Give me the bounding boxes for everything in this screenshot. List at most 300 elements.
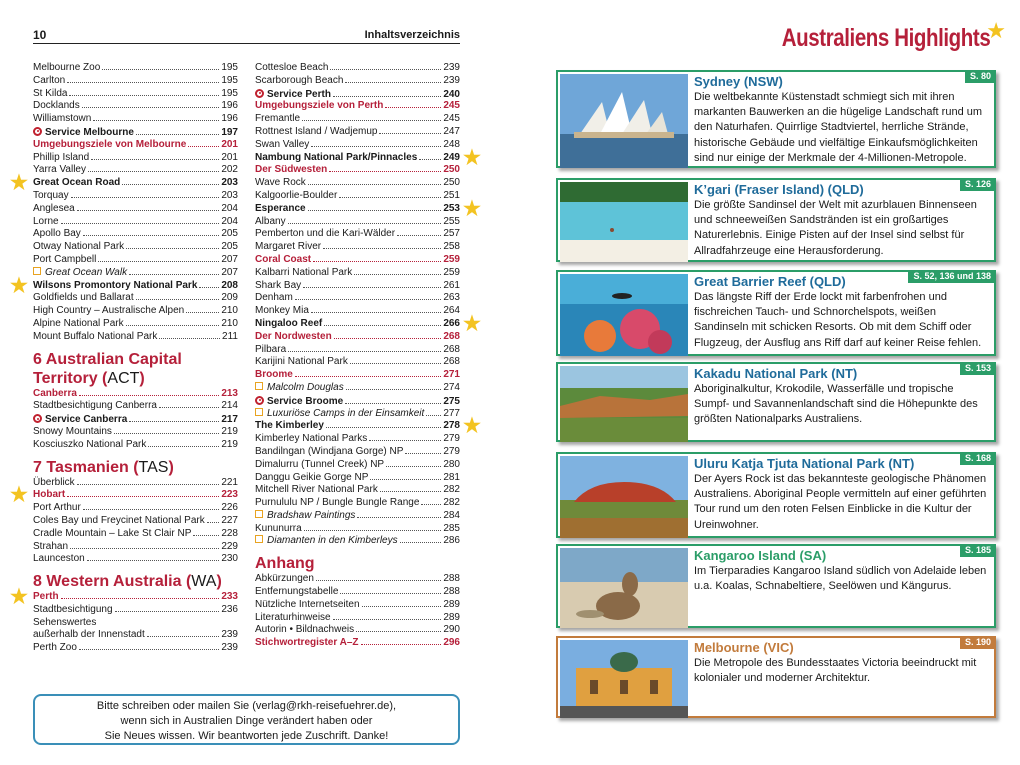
- toc-entry[interactable]: [33, 305, 238, 318]
- toc-page-number: 281: [443, 471, 460, 483]
- toc-entry[interactable]: [255, 177, 460, 190]
- dot-leader: [426, 415, 441, 416]
- toc-entry[interactable]: [255, 146, 481, 169]
- toc-page-number: 195: [221, 87, 238, 99]
- toc-entry-title: Karijini National Park: [255, 356, 348, 368]
- toc-page-number: 233: [221, 591, 238, 603]
- toc-entry[interactable]: [255, 331, 460, 344]
- dot-leader: [69, 95, 219, 96]
- toc-page-number: 274: [443, 381, 460, 393]
- toc-page-number: 219: [221, 438, 238, 450]
- toc-entry-title: Kalbarri National Park: [255, 266, 353, 278]
- toc-page-number: 296: [443, 637, 460, 649]
- toc-entry[interactable]: [33, 515, 238, 528]
- toc-entry-title: Broome: [255, 369, 293, 381]
- toc-entry-title: Pilbara: [255, 343, 287, 355]
- toc-entry[interactable]: [255, 637, 460, 650]
- toc-page-number: 245: [443, 100, 460, 112]
- toc-entry-title: Great Ocean Road: [33, 177, 121, 189]
- toc-page-number: 221: [221, 476, 238, 488]
- toc-page-number: 271: [443, 369, 460, 381]
- toc-entry[interactable]: [255, 535, 460, 548]
- dot-leader: [87, 560, 220, 561]
- card-title: Uluru Katja Tjuta National Park (NT): [694, 456, 915, 471]
- toc-page-number: 288: [443, 586, 460, 598]
- toc-page-number: 279: [443, 433, 460, 445]
- dot-leader: [129, 421, 219, 422]
- highlight-card-kangaroo-island[interactable]: [556, 544, 996, 628]
- toc-page-number: 282: [443, 497, 460, 509]
- toc-page-number: 289: [443, 598, 460, 610]
- toc-entry-title: Apollo Bay: [33, 228, 81, 240]
- dot-leader: [126, 325, 220, 326]
- chapter-number: 8: [33, 573, 42, 591]
- toc-entry[interactable]: [255, 190, 460, 203]
- toc-page-number: 280: [443, 458, 460, 470]
- service-target-icon: [255, 396, 264, 405]
- toc-entry[interactable]: [255, 228, 460, 241]
- dot-leader: [159, 407, 219, 408]
- toc-column-2: [255, 62, 481, 650]
- card-title: Great Barrier Reef (QLD): [694, 274, 846, 289]
- highlight-card-sydney[interactable]: [556, 70, 996, 168]
- toc-entry[interactable]: [33, 267, 238, 280]
- chapter-heading: 7 Tasmanien (TAS): [33, 458, 174, 476]
- toc-entry-title: Nambung National Park/Pinnacles: [255, 151, 418, 163]
- highlight-star-icon: ★: [10, 586, 28, 609]
- dot-leader: [295, 376, 442, 377]
- toc-entry[interactable]: [33, 553, 238, 566]
- toc-page-number: 250: [443, 164, 460, 176]
- card-text: Die Metropole des Bundesstaates Victoria beeindruckt mit kolonialer und moderner Architektur.: [694, 657, 977, 685]
- toc-page-number: 277: [443, 407, 460, 419]
- right-page: [510, 0, 1020, 765]
- toc-entry[interactable]: [255, 484, 460, 497]
- toc-page-number: 205: [221, 241, 238, 253]
- toc-entry[interactable]: [33, 88, 238, 101]
- dot-leader: [288, 351, 441, 352]
- dot-leader: [288, 223, 442, 224]
- toc-entry[interactable]: [33, 642, 238, 655]
- toc-entry[interactable]: [33, 139, 238, 152]
- toc-entry[interactable]: [255, 305, 460, 318]
- toc-entry-title: Monkey Mia: [255, 305, 309, 317]
- info-box-icon: [255, 408, 263, 416]
- toc-entry-title: Hobart: [33, 489, 66, 501]
- toc-entry[interactable]: [33, 541, 238, 554]
- toc-page-number: 227: [221, 514, 238, 526]
- card-title: K’gari (Fraser Island) (QLD): [694, 182, 864, 197]
- dot-leader: [159, 338, 220, 339]
- toc-entry-title: Wave Rock: [255, 177, 306, 189]
- toc-page-number: 253: [443, 202, 460, 214]
- toc-entry[interactable]: [33, 604, 238, 617]
- toc-page-number: 259: [443, 266, 460, 278]
- uluru-image: [560, 456, 688, 538]
- highlight-card-kgari[interactable]: [556, 178, 996, 262]
- card-title: Kakadu National Park (NT): [694, 366, 858, 381]
- toc-entry-title: Service Melbourne: [45, 126, 134, 138]
- toc-entry[interactable]: [33, 241, 238, 254]
- notice-line-2: wenn sich in Australien Dinge verändert haben oder: [120, 715, 373, 727]
- toc-entry[interactable]: [33, 528, 238, 541]
- toc-page-number: 230: [221, 553, 238, 565]
- dot-leader: [323, 248, 441, 249]
- toc-entry-title: außerhalb der Innenstadt: [33, 629, 145, 641]
- dot-leader: [333, 619, 442, 620]
- highlight-star-icon: ★: [10, 484, 28, 507]
- highlight-card-melbourne[interactable]: [556, 636, 996, 718]
- toc-entry[interactable]: [255, 586, 460, 599]
- toc-page-number: 284: [443, 509, 460, 521]
- toc-page-number: 197: [221, 126, 238, 138]
- dot-leader: [114, 433, 219, 434]
- toc-entry-title: Umgebungsziele von Melbourne: [33, 138, 187, 150]
- toc-entry-title: Albany: [255, 215, 286, 227]
- page-ref-badge: S. 185: [960, 544, 996, 557]
- toc-entry[interactable]: [255, 395, 460, 408]
- dot-leader: [79, 395, 219, 396]
- toc-page-number: 264: [443, 305, 460, 317]
- toc-page-number: 201: [221, 151, 238, 163]
- toc-column-1: [10, 62, 238, 655]
- toc-page-number: 263: [443, 292, 460, 304]
- toc-entry[interactable]: [255, 100, 460, 113]
- dot-leader: [102, 69, 219, 70]
- toc-entry-title: Mitchell River National Park: [255, 484, 378, 496]
- service-target-icon: [33, 414, 42, 423]
- feedback-notice: [33, 694, 460, 745]
- toc-entry-title: Alpine National Park: [33, 317, 124, 329]
- toc-entry[interactable]: [255, 369, 460, 382]
- dot-leader: [421, 504, 441, 505]
- dot-leader: [333, 96, 441, 97]
- dot-leader: [340, 593, 441, 594]
- toc-entry[interactable]: [255, 382, 460, 395]
- toc-page-number: 219: [221, 425, 238, 437]
- toc-entry[interactable]: [33, 292, 238, 305]
- toc-page-number: 247: [443, 125, 460, 137]
- dot-leader: [345, 403, 441, 404]
- toc-entry[interactable]: [255, 164, 460, 177]
- toc-entry[interactable]: [255, 254, 460, 267]
- card-title: Kangaroo Island (SA): [694, 548, 827, 563]
- toc-page-number: 228: [221, 527, 238, 539]
- toc-entry[interactable]: [255, 126, 460, 139]
- toc-entry-title: Service Perth: [267, 88, 331, 100]
- toc-page-number: 275: [443, 395, 460, 407]
- toc-page-number: 268: [443, 330, 460, 342]
- toc-entry[interactable]: [33, 113, 238, 126]
- toc-entry[interactable]: [255, 356, 460, 369]
- toc-entry-title: Fremantle: [255, 113, 301, 125]
- toc-entry-title: Melbourne Zoo: [33, 62, 101, 73]
- toc-entry[interactable]: [255, 408, 460, 421]
- toc-entry[interactable]: [33, 190, 238, 203]
- toc-page-number: 285: [443, 522, 460, 534]
- toc-page-number: 229: [221, 540, 238, 552]
- dot-leader: [350, 363, 441, 364]
- toc-page-number: 286: [443, 535, 460, 547]
- card-text: Aboriginalkultur, Krokodile, Wasserfälle und tropische Sumpf- und Savannenlandschaft sind die Höhepunkte des größten Nationalparks Australiens.: [694, 383, 978, 426]
- page-ref-badge: S. 190: [960, 636, 996, 649]
- dot-leader: [79, 649, 219, 650]
- toc-entry[interactable]: [255, 280, 460, 293]
- dot-leader: [326, 427, 441, 428]
- dot-leader: [83, 509, 220, 510]
- toc-entry[interactable]: [255, 139, 460, 152]
- dot-leader: [370, 479, 441, 480]
- dot-leader: [400, 542, 442, 543]
- sea-lion-image: [560, 548, 688, 628]
- dot-leader: [357, 517, 441, 518]
- dot-leader: [329, 171, 441, 172]
- dot-leader: [345, 82, 441, 83]
- toc-entry[interactable]: [33, 331, 238, 344]
- toc-entry[interactable]: [255, 312, 481, 335]
- toc-page-number: 217: [221, 414, 238, 426]
- dot-leader: [334, 338, 442, 339]
- highlight-star-icon: ★: [463, 415, 481, 438]
- toc-entry[interactable]: [255, 113, 460, 126]
- highlight-star-icon: ★: [10, 172, 28, 195]
- toc-page-number: 282: [443, 484, 460, 496]
- toc-entry-title: Der Südwesten: [255, 164, 328, 176]
- toc-entry-title: Coles Bay und Freycinet National Park: [33, 514, 205, 526]
- highlight-card-kakadu[interactable]: [556, 362, 996, 442]
- toc-page-number: 258: [443, 241, 460, 253]
- toc-entry-title: Lorne: [33, 215, 59, 227]
- toc-entry[interactable]: [255, 433, 460, 446]
- section-heading: Anhang: [255, 555, 315, 573]
- toc-entry[interactable]: [255, 510, 460, 523]
- toc-entry[interactable]: [33, 62, 238, 75]
- toc-page-number: 245: [443, 113, 460, 125]
- dot-leader: [379, 133, 441, 134]
- toc-entry[interactable]: [255, 612, 460, 625]
- service-target-icon: [33, 127, 42, 136]
- toc-page-number: 223: [221, 489, 238, 501]
- toc-entry[interactable]: [33, 100, 238, 113]
- toc-entry[interactable]: [33, 216, 238, 229]
- chapter-name: Australian Capital Territory: [33, 350, 182, 387]
- toc-entry-title: Kimberley National Parks: [255, 433, 368, 445]
- card-title: Sydney (NSW): [694, 74, 783, 89]
- toc-page-number: 240: [443, 88, 460, 100]
- page-ref-badge: S. 153: [960, 362, 996, 375]
- toc-entry[interactable]: [255, 241, 460, 254]
- toc-page-number: 239: [443, 74, 460, 86]
- toc-entry[interactable]: [255, 446, 460, 459]
- dot-leader: [419, 159, 441, 160]
- toc-entry[interactable]: [255, 267, 460, 280]
- toc-entry-title: Autorin • Bildnachweis: [255, 624, 355, 636]
- toc-entry-title: Kosciuszko National Park: [33, 438, 147, 450]
- dot-leader: [397, 235, 441, 236]
- toc-entry[interactable]: [255, 292, 460, 305]
- highlight-star-icon: ★: [463, 146, 481, 169]
- toc-entry[interactable]: [33, 203, 238, 216]
- toc-page-number: 210: [221, 317, 238, 329]
- toc-entry-title: Entfernungstabelle: [255, 586, 339, 598]
- toc-entry[interactable]: [255, 62, 460, 75]
- toc-page-number: 209: [221, 292, 238, 304]
- toc-entry-title: Der Nordwesten: [255, 330, 332, 342]
- toc-entry-title: Great Ocean Walk: [45, 266, 128, 278]
- dot-leader: [83, 235, 220, 236]
- card-text: Im Tierparadies Kangaroo Island südlich von Adelaide leben u.a. Koalas, Schnabeltiere, Seelöwen und Kängurus.: [694, 565, 987, 593]
- dot-leader: [67, 496, 219, 497]
- toc-entry-title: Otway National Park: [33, 241, 125, 253]
- highlight-card-great-barrier-reef[interactable]: [556, 270, 996, 356]
- toc-page-number: 289: [443, 611, 460, 623]
- dot-leader: [207, 522, 220, 523]
- toc-entry-title: Malcolm Douglas: [267, 381, 344, 393]
- chapter-number: 7: [33, 458, 42, 476]
- toc-entry[interactable]: [33, 228, 238, 241]
- highlight-star-icon: ★: [463, 197, 481, 220]
- dot-leader: [91, 159, 219, 160]
- toc-entry-title: High Country – Australische Alpen: [33, 305, 185, 317]
- toc-entry-title: Launceston: [33, 553, 85, 565]
- toc-entry-title: Umgebungsziele von Perth: [255, 100, 384, 112]
- toc-entry-title: Port Campbell: [33, 253, 97, 265]
- toc-page-number: 196: [221, 100, 238, 112]
- flinders-station-image: [560, 640, 688, 718]
- toc-entry[interactable]: [33, 75, 238, 88]
- dot-leader: [304, 530, 442, 531]
- toc-entry[interactable]: [255, 197, 481, 220]
- toc-entry[interactable]: [33, 152, 238, 165]
- toc-entry[interactable]: [33, 254, 238, 267]
- dot-leader: [77, 210, 220, 211]
- toc-page-number: 204: [221, 215, 238, 227]
- toc-entry-title: Literaturhinweise: [255, 611, 331, 623]
- toc-entry[interactable]: [255, 523, 460, 536]
- service-target-icon: [255, 89, 264, 98]
- card-text: Die weltbekannte Küstenstadt schmiegt sich mit ihren markanten Bauwerken an die hügelige Landschaft rund um den Naturhafen. Quirrlige Stadtviertel, herrliche Strände, historische Gebäude und vielfältige Einkaufsmöglichkeiten sind nur einige der Merkmale der 4-Millionen-Metropole.: [694, 91, 983, 164]
- toc-entry[interactable]: [33, 502, 238, 515]
- toc-entry-title: Nützliche Internetseiten: [255, 598, 360, 610]
- chapter-heading: 6 Australian Capital Territory (ACT): [33, 350, 182, 387]
- kakadu-image: [560, 366, 688, 442]
- toc-page-number: 278: [443, 420, 460, 432]
- dot-leader: [88, 171, 219, 172]
- toc-entry-title: Bandilngan (Windjana Gorge) NP: [255, 445, 404, 457]
- highlight-card-uluru[interactable]: [556, 452, 996, 538]
- toc-entry[interactable]: [255, 344, 460, 357]
- toc-entry[interactable]: [33, 400, 238, 413]
- toc-entry-title: Cradle Mountain – Lake St Clair NP: [33, 527, 192, 539]
- dot-leader: [136, 299, 220, 300]
- chapter-heading: 8 Western Australia (WA): [33, 573, 222, 591]
- toc-entry[interactable]: [255, 624, 460, 637]
- toc-entry[interactable]: [33, 617, 238, 630]
- toc-page-number: 201: [221, 138, 238, 150]
- toc-entry[interactable]: [33, 388, 238, 401]
- dot-leader: [295, 299, 442, 300]
- dot-leader: [129, 274, 219, 275]
- toc-entry[interactable]: [33, 164, 238, 177]
- toc-page-number: 239: [443, 62, 460, 73]
- dot-leader: [71, 197, 220, 198]
- toc-entry[interactable]: [255, 573, 460, 586]
- toc-page-number: 261: [443, 279, 460, 291]
- toc-entry[interactable]: [255, 497, 460, 510]
- toc-entry[interactable]: [33, 413, 238, 426]
- toc-entry[interactable]: [10, 274, 238, 297]
- toc-entry[interactable]: [255, 599, 460, 612]
- toc-entry[interactable]: [33, 477, 238, 490]
- toc-page-number: 236: [221, 603, 238, 615]
- toc-page-number: 207: [221, 253, 238, 265]
- toc-page-number: 203: [221, 177, 238, 189]
- toc-page-number: 208: [221, 279, 238, 291]
- toc-entry-title: Anglesea: [33, 202, 75, 214]
- dot-leader: [316, 580, 441, 581]
- toc-entry-title: Rottnest Island / Wadjemup: [255, 125, 378, 137]
- highlight-star-icon: ★: [463, 312, 481, 335]
- toc-page-number: 196: [221, 113, 238, 125]
- toc-entry-title: Denham: [255, 292, 293, 304]
- star-icon: ★: [986, 18, 1006, 43]
- toc-page-number: 210: [221, 305, 238, 317]
- toc-page-number: 250: [443, 177, 460, 189]
- toc-page-number: 195: [221, 62, 238, 73]
- toc-entry[interactable]: [10, 484, 238, 507]
- toc-entry[interactable]: [255, 88, 460, 101]
- toc-entry[interactable]: [255, 459, 460, 472]
- toc-entry-title: St Kilda: [33, 87, 68, 99]
- info-box-icon: [255, 535, 263, 543]
- dot-leader: [67, 82, 219, 83]
- dot-leader: [354, 274, 441, 275]
- opera-house-image: [560, 74, 688, 168]
- toc-entry-title: Cottesloe Beach: [255, 62, 329, 73]
- dot-leader: [61, 598, 220, 599]
- toc-entry-title: Dimalurru (Tunnel Creek) NP: [255, 458, 385, 470]
- dot-leader: [115, 611, 220, 612]
- chapter-abbr: WA: [191, 573, 217, 591]
- toc-entry-title: Docklands: [33, 100, 80, 112]
- dot-leader: [82, 107, 220, 108]
- toc-entry[interactable]: [33, 426, 238, 439]
- toc-page-number: 202: [221, 164, 238, 176]
- toc-entry[interactable]: [33, 629, 238, 642]
- toc-entry-title: Esperance: [255, 202, 306, 214]
- toc-entry[interactable]: [255, 472, 460, 485]
- toc-entry[interactable]: [255, 216, 460, 229]
- toc-entry[interactable]: [33, 126, 238, 139]
- toc-entry[interactable]: [33, 318, 238, 331]
- toc-page-number: 205: [221, 228, 238, 240]
- toc-entry-title: Kalgoorlie-Boulder: [255, 189, 338, 201]
- info-box-icon: [33, 267, 41, 275]
- toc-entry[interactable]: [255, 415, 481, 438]
- dot-leader: [136, 134, 219, 135]
- dot-leader: [361, 644, 442, 645]
- dot-leader: [380, 491, 441, 492]
- dot-leader: [148, 446, 219, 447]
- toc-entry[interactable]: [255, 75, 460, 88]
- dot-leader: [324, 325, 441, 326]
- card-title: Melbourne (VIC): [694, 640, 794, 655]
- toc-page-number: 248: [443, 138, 460, 150]
- info-box-icon: [255, 510, 263, 518]
- toc-entry[interactable]: [33, 439, 238, 452]
- toc-entry-title: Pemberton und die Kari-Wälder: [255, 228, 396, 240]
- toc-page-number: 203: [221, 189, 238, 201]
